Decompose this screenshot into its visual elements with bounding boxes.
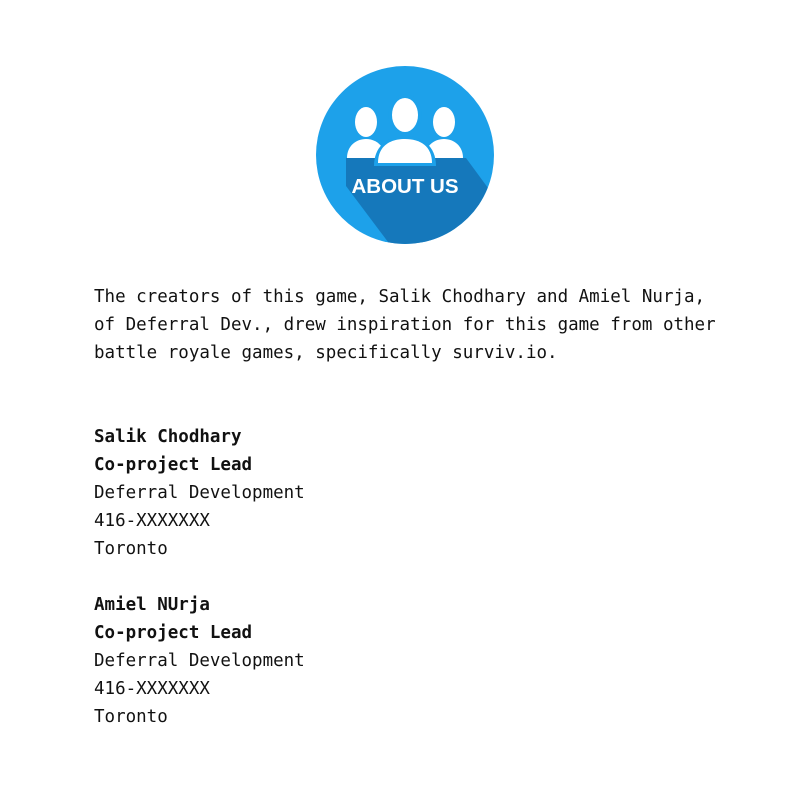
contact-name: Amiel NUrja bbox=[94, 595, 210, 615]
contact-company: Deferral Development bbox=[94, 651, 305, 671]
about-us-logo bbox=[316, 66, 494, 244]
contact-phone: 416-XXXXXXX bbox=[94, 679, 210, 699]
contact-role: Co-project Lead bbox=[94, 623, 253, 643]
team-icon bbox=[316, 66, 494, 244]
contact-role: Co-project Lead bbox=[94, 455, 253, 475]
intro-paragraph: The creators of this game, Salik Chodhary and Amiel Nurja, of Deferral Dev., drew inspiration for this game from other battle royale games, specifically surviv.io. bbox=[94, 287, 716, 363]
contact-card bbox=[94, 591, 305, 731]
contact-card bbox=[94, 423, 305, 563]
about-us-label: ABOUT US bbox=[351, 175, 459, 198]
contact-name: Salik Chodhary bbox=[94, 427, 242, 447]
contact-city: Toronto bbox=[94, 707, 168, 727]
contact-company: Deferral Development bbox=[94, 483, 305, 503]
contact-city: Toronto bbox=[94, 539, 168, 559]
contact-phone: 416-XXXXXXX bbox=[94, 511, 210, 531]
